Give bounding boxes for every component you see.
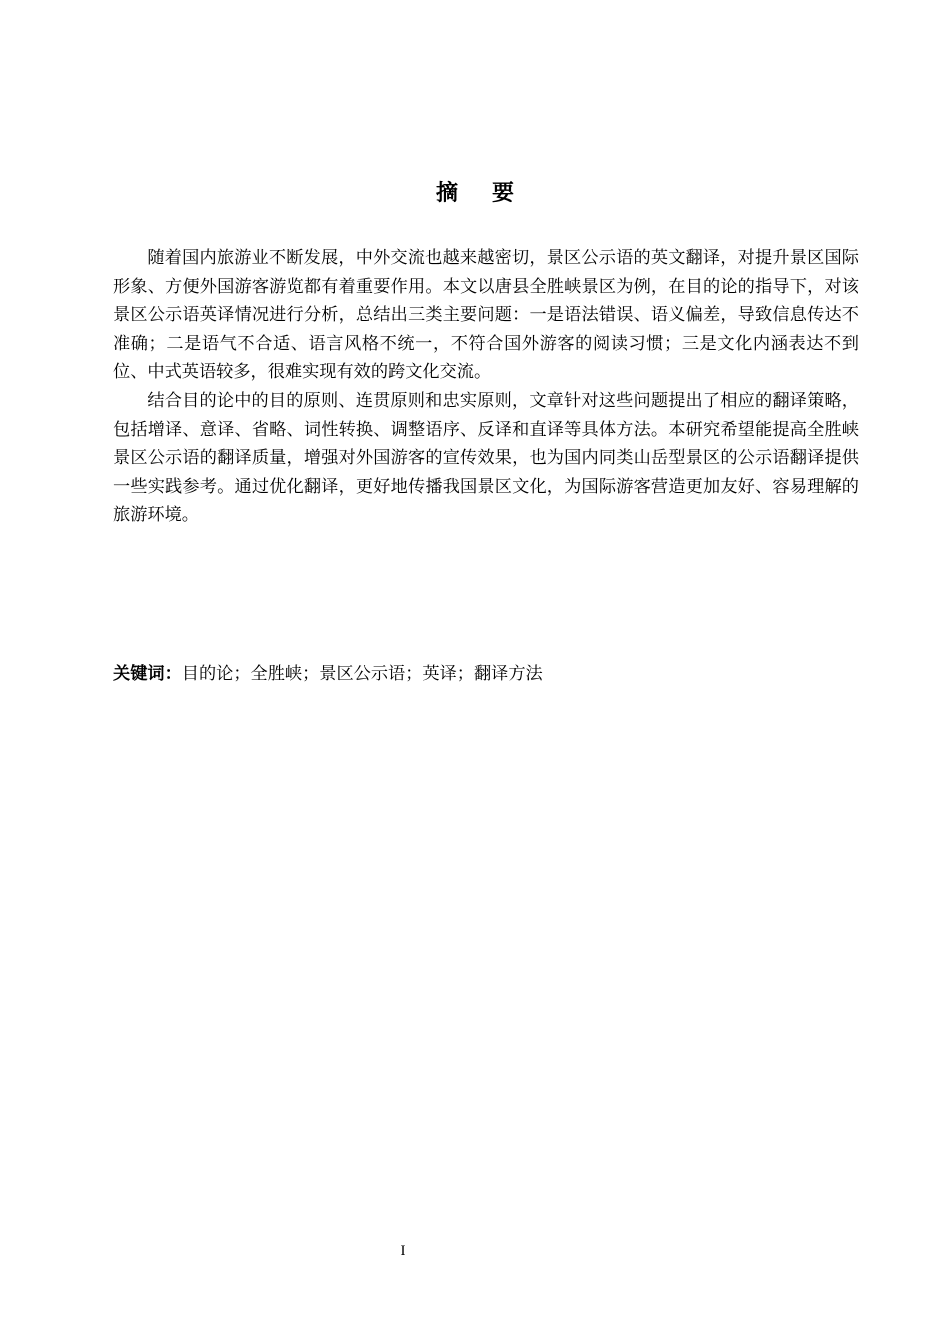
keywords-label: 关键词：: [113, 664, 182, 684]
keywords-line: [113, 660, 859, 688]
abstract-title: 摘要: [435, 181, 548, 206]
abstract-paragraph-1: 随着国内旅游业不断发展，中外交流也越来越密切，景区公示语的英文翻译，对提升景区国际形象、方便外国游客游览都有着重要作用。本文以唐县全胜峡景区为例，在目的论的指导下，对该景区公示语英译情况进行分析，总结出三类主要问题：一是语法错误、语义偏差，导致信息传达不准确；二是语气不合适、语言风格不统一，不符合国外游客的阅读习惯；三是文化内涵表达不到位、中式英语较多，很难实现有效的跨文化交流。: [113, 248, 859, 383]
page-number: I: [400, 1243, 406, 1259]
keywords-text: 目的论；全胜峡；景区公示语；英译；翻译方法: [181, 664, 543, 684]
abstract-body: [113, 244, 859, 530]
abstract-paragraph-2: 结合目的论中的目的原则、连贯原则和忠实原则，文章针对这些问题提出了相应的翻译策略，包括增译、意译、省略、词性转换、调整语序、反译和直译等具体方法。本研究希望能提高全胜峡景区公示语的翻译质量，增强对外国游客的宣传效果，也为国内同类山岳型景区的公示语翻译提供一些实践参考。通过优化翻译，更好地传播我国景区文化，为国际游客营造更加友好、容易理解的旅游环境。: [113, 390, 859, 526]
